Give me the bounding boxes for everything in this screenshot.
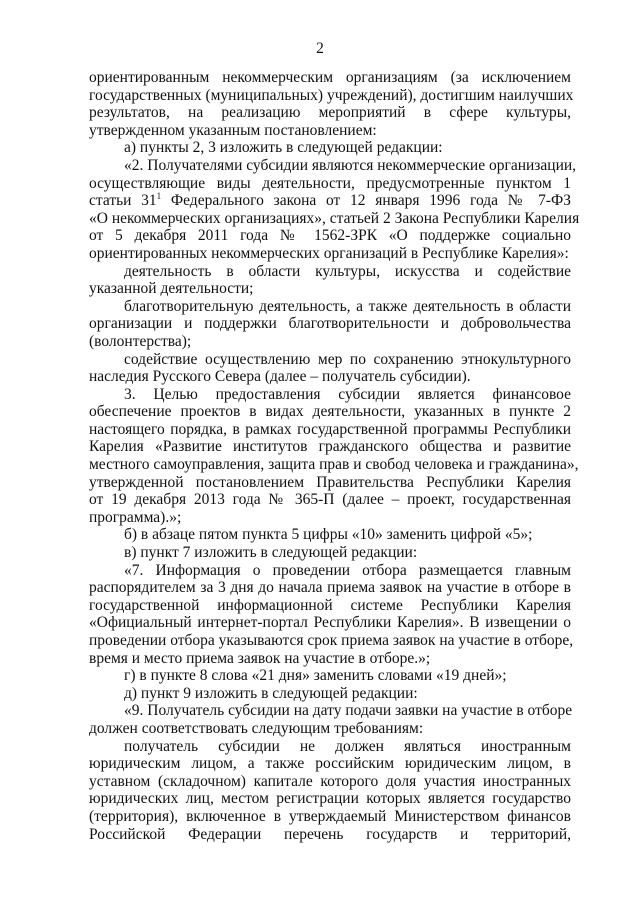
text-line: содействие осуществлению мер по сохранению этнокультурного xyxy=(124,350,571,368)
text-line: благотворительную деятельность, а также деятельность в области xyxy=(124,297,571,315)
text-line: государственной информационной системе Республики Карелия xyxy=(89,596,571,614)
text-line: обеспечение проектов в видах деятельности, указанных в пункте 2 xyxy=(89,403,571,421)
text-line: д) пункт 9 изложить в следующей редакции: xyxy=(124,684,418,702)
text-line: уставном (складочном) капитале которого доля участия иностранных xyxy=(89,772,571,790)
text-line: а) пункты 2, 3 изложить в следующей редакции: xyxy=(124,139,443,157)
text-line xyxy=(89,192,571,210)
text-line: (территория), включенное в утверждаемый Министерством финансов xyxy=(89,807,571,825)
text-line: деятельность в области культуры, искусства и содействие xyxy=(124,262,571,280)
text-line: получатель субсидии не должен являться иностранным xyxy=(124,737,571,755)
text-line: ориентированным некоммерческим организациям (за исключением xyxy=(89,69,571,86)
text-line: настоящего порядка, в рамках государственной программы Республики xyxy=(89,420,571,438)
text-line: время и место приема заявок на участие в отборе.»; xyxy=(89,649,431,667)
text-line: юридических лиц, местом регистрации которых является государство xyxy=(89,790,571,808)
text-line: должен соответствовать следующим требованиям: xyxy=(89,719,424,737)
text-line: наследия Русского Севера (далее – получатель субсидии). xyxy=(89,368,471,386)
text-line: г) в пункте 8 слова «21 дня» заменить словами «19 дней»; xyxy=(124,667,507,685)
text-line: государственных (муниципальных) учреждений), достигшим наилучших xyxy=(89,86,574,104)
text-line: в) пункт 7 изложить в следующей редакции: xyxy=(124,544,418,562)
superscript: 1 xyxy=(156,191,162,202)
text-line: 3. Целью предоставления субсидии является финансовое xyxy=(124,385,571,403)
text-line: утвержденном указанным постановлением: xyxy=(89,121,377,139)
document-body xyxy=(89,69,580,843)
text-line: местного самоуправления, защита прав и свобод человека и гражданина», xyxy=(89,456,579,474)
text-line: организации и поддержки благотворительности и добровольчества xyxy=(89,315,571,333)
text-line: «2. Получателями субсидии являются некоммерческие организации, xyxy=(124,156,577,174)
text-line: б) в абзаце пятом пункта 5 цифры «10» заменить цифрой «5»; xyxy=(124,526,533,544)
page-number: 2 xyxy=(316,40,324,57)
text-line: результатов, на реализацию мероприятий в сфере культуры, xyxy=(89,104,571,122)
text-line: от 19 декабря 2013 года № 365-П (далее – проект, государственная xyxy=(89,491,571,509)
text-segment: Федерального закона от 12 января 1996 года № 7-ФЗ xyxy=(161,192,571,210)
text-line: ориентированных некоммерческих организаций в Республике Карелия»: xyxy=(89,244,569,262)
text-line: Карелия «Развитие институтов гражданского общества и развитие xyxy=(89,438,571,456)
text-line: «7. Информация о проведении отбора размещается главным xyxy=(124,561,571,579)
text-segment: статьи 31 xyxy=(89,192,157,210)
text-line: «9. Получатель субсидии на дату подачи заявки на участие в отборе xyxy=(124,702,573,720)
text-line: проведении отбора указываются срок приема заявок на участие в отборе, xyxy=(89,632,574,649)
text-line: «Официальный интернет-портал Республики Карелия». В извещении о xyxy=(89,614,571,632)
text-line: утвержденной постановлением Правительства Республики Карелия xyxy=(89,473,571,491)
text-line: программа).»; xyxy=(89,508,182,526)
text-line: осуществляющие виды деятельности, предусмотренные пунктом 1 xyxy=(89,174,571,192)
text-line: «О некоммерческих организациях», статьей 2 Закона Республики Карелия xyxy=(89,209,580,227)
text-line: (волонтерства); xyxy=(89,332,192,350)
text-line: распорядителем за 3 дня до начала приема заявок на участие в отборе в xyxy=(89,579,571,597)
text-line: от 5 декабря 2011 года № 1562-ЗРК «О поддержке социально xyxy=(89,227,571,245)
text-line: Российской Федерации перечень государств и территорий, xyxy=(89,825,571,843)
text-line: юридическим лицом, а также российским юридическим лицом, в xyxy=(89,755,571,773)
text-line: указанной деятельности; xyxy=(89,280,254,298)
